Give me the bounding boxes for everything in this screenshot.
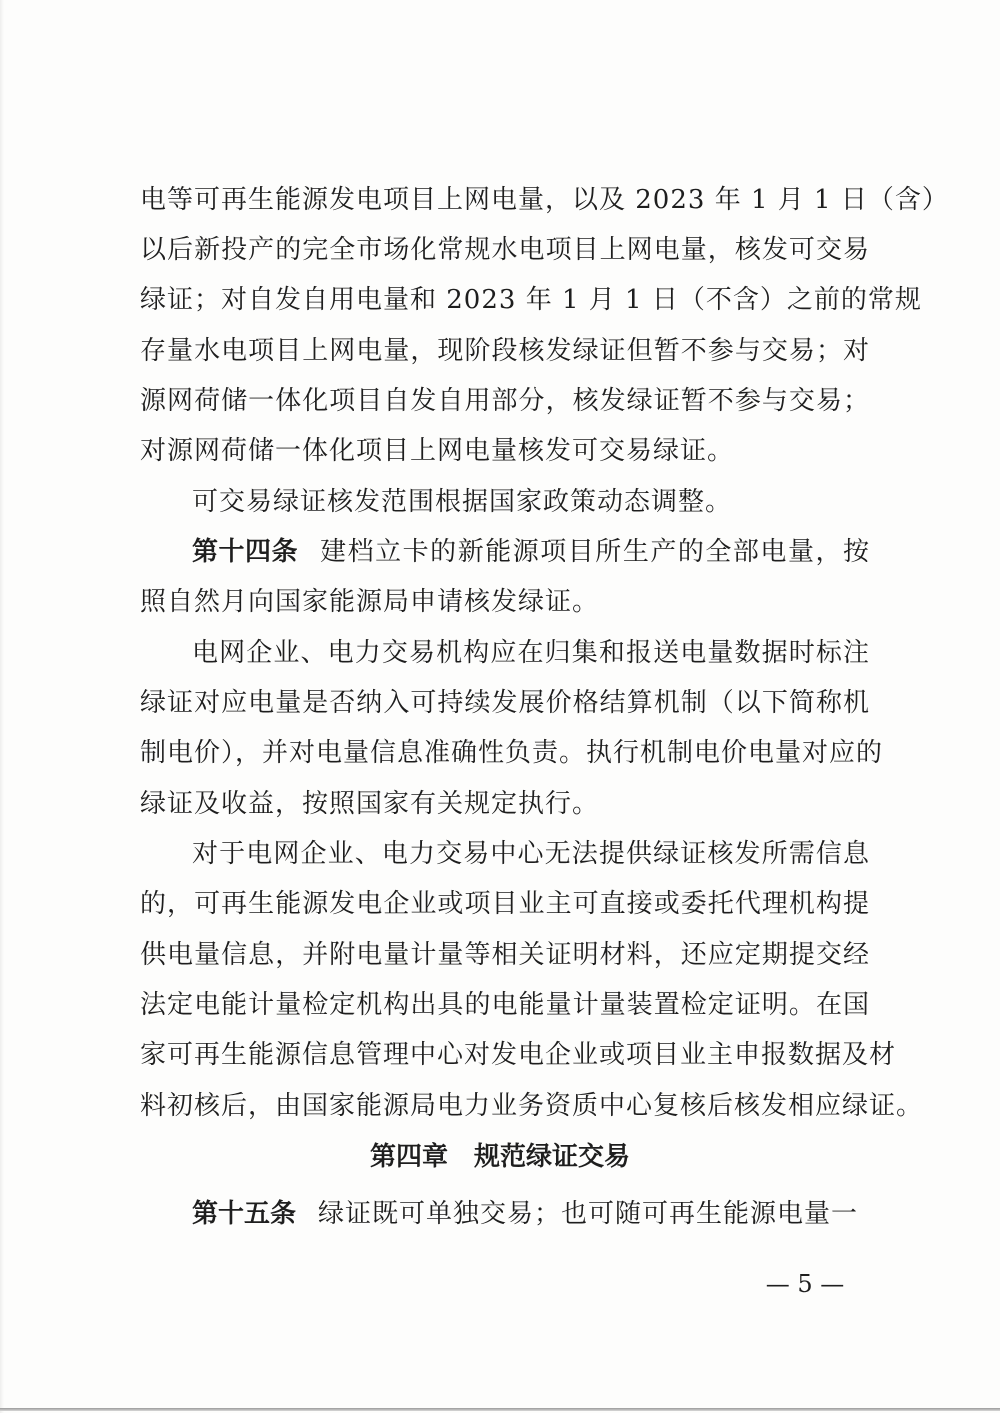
paragraph-grid-enterprises: 电网企业、电力交易机构应在归集和报送电量数据时标注 <box>192 638 870 668</box>
article-15-first-line <box>192 1192 870 1236</box>
body-line: 制电价），并对电量信息准确性负责。执行机制电价电量对应的 <box>140 738 884 768</box>
scan-bottom-edge <box>0 1408 1000 1411</box>
article-14-first-line <box>192 530 870 574</box>
body-line: 源网荷储一体化项目自发自用部分，核发绿证暂不参与交易； <box>140 386 870 416</box>
paragraph-info-provision: 对于电网企业、电力交易中心无法提供绿证核发所需信息 <box>192 839 870 869</box>
chapter-number: 第四章 <box>369 1142 448 1172</box>
body-line: 料初核后，由国家能源局电力业务资质中心复核后核发相应绿证。 <box>140 1091 924 1121</box>
body-line: 以后新投产的完全市场化常规水电项目上网电量，核发可交易 <box>140 235 870 265</box>
page-number: — 5 — <box>765 1270 845 1298</box>
article-15-text: 绿证既可单独交易；也可随可再生能源电量一 <box>318 1199 859 1229</box>
paragraph-scope-adjustment: 可交易绿证核发范围根据国家政策动态调整。 <box>192 487 733 517</box>
article-14-heading: 第十四条 <box>192 537 299 567</box>
scan-shadow <box>0 0 4 1413</box>
body-line: 绿证对应电量是否纳入可持续发展价格结算机制（以下简称机 <box>140 688 870 718</box>
body-line: 家可再生能源信息管理中心对发电企业或项目业主申报数据及材 <box>140 1040 897 1070</box>
article-14-text: 建档立卡的新能源项目所生产的全部电量，按 <box>320 537 870 567</box>
article-15-heading: 第十五条 <box>192 1199 297 1229</box>
chapter-title: 规范绿证交易 <box>474 1142 631 1172</box>
chapter-heading <box>0 1135 1000 1179</box>
body-line: 绿证及收益，按照国家有关规定执行。 <box>140 789 600 819</box>
body-line: 的，可再生能源发电企业或项目业主可直接或委托代理机构提 <box>140 889 870 919</box>
body-line: 对源网荷储一体化项目上网电量核发可交易绿证。 <box>140 436 735 466</box>
body-line: 电等可再生能源发电项目上网电量，以及 2023 年 1 月 1 日（含） <box>140 185 949 215</box>
body-line: 照自然月向国家能源局申请核发绿证。 <box>140 587 600 617</box>
body-line: 存量水电项目上网电量，现阶段核发绿证但暂不参与交易；对 <box>140 336 870 366</box>
body-line: 绿证；对自发自用电量和 2023 年 1 月 1 日（不含）之前的常规 <box>140 285 922 315</box>
body-line: 供电量信息，并附电量计量等相关证明材料，还应定期提交经 <box>140 940 870 970</box>
body-line: 法定电能计量检定机构出具的电能量计量装置检定证明。在国 <box>140 990 870 1020</box>
